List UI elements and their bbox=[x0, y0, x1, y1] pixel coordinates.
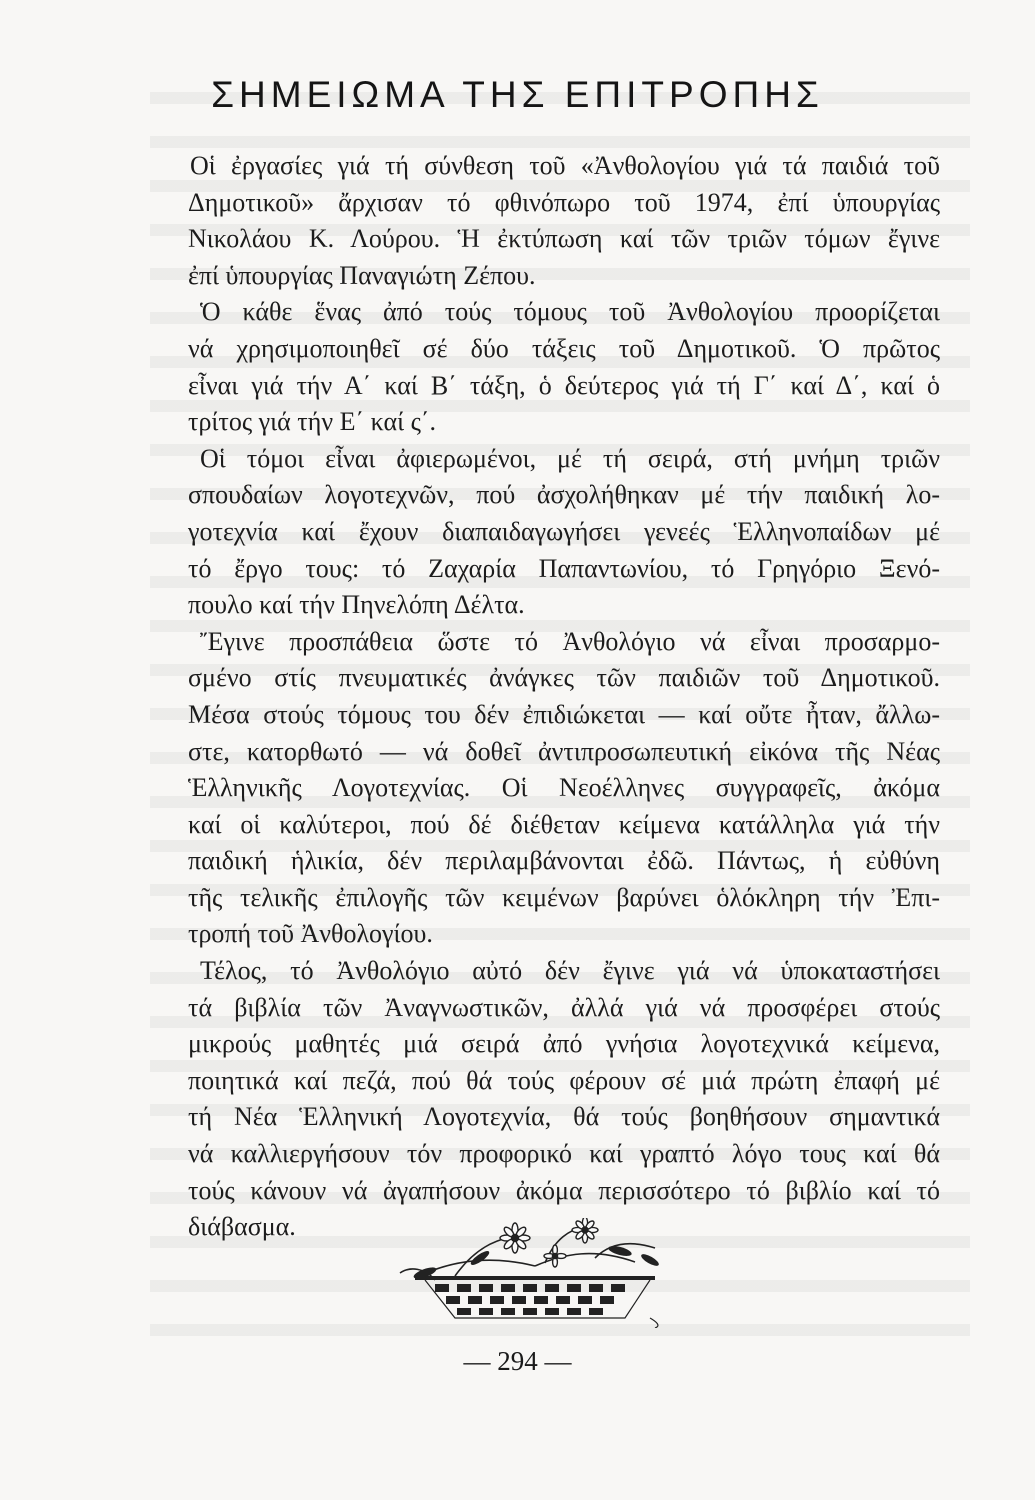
text-line: σπουδαίων λογοτεχνῶν, πού ἀσχολήθηκαν μέ τήν παιδική λο- bbox=[188, 480, 940, 510]
paragraph-1 bbox=[188, 148, 940, 294]
text-line: Ὁ κάθε ἕνας ἀπό τούς τόμους τοῦ Ἀνθολογίου προορίζεται bbox=[200, 297, 940, 327]
page-title: ΣΗΜΕΙΩΜΑ ΤΗΣ ΕΠΙΤΡΟΠΗΣ bbox=[211, 74, 824, 115]
body-text bbox=[188, 148, 940, 1246]
text-line: Οἱ ἐργασίες γιά τή σύνθεση τοῦ «Ἀνθολογίου γιά τά παιδιά τοῦ bbox=[190, 151, 940, 180]
text-line: τροπή τοῦ Ἀνθολογίου. bbox=[188, 919, 433, 949]
text-line: ποιητικά καί πεζά, πού θά τούς φέρουν σέ μιά πρώτη ἐπαφή μέ bbox=[188, 1065, 940, 1095]
text-line: Οἱ τόμοι εἶναι ἀφιερωμένοι, μέ τή σειρά, στή μνήμη τριῶν bbox=[200, 443, 940, 473]
text-line: πουλο καί τήν Πηνελόπη Δέλτα. bbox=[188, 590, 525, 620]
text-line: Νικολάου Κ. Λούρου. Ἡ ἐκτύπωση καί τῶν τριῶν τόμων ἔγινε bbox=[188, 224, 940, 254]
text-line: τό ἔργο τους: τό Ζαχαρία Παπαντωνίου, τό Γρηγόριο Ξενό- bbox=[188, 553, 940, 583]
text-line: Ἔγινε προσπάθεια ὥστε τό Ἀνθολόγιο νά εἶναι προσαρμο- bbox=[200, 626, 940, 656]
flower-basket-icon bbox=[395, 1218, 685, 1328]
paragraph-4 bbox=[188, 624, 940, 953]
text-line: καί οἱ καλύτεροι, πού δέ διέθεταν κείμενα κατάλληλα γιά τήν bbox=[188, 809, 940, 839]
text-line: στε, κατορθωτό — νά δοθεῖ ἀντιπροσωπευτική εἰκόνα τῆς Νέας bbox=[188, 736, 940, 766]
text-line: τρίτος γιά τήν Ε΄ καί ς΄. bbox=[188, 407, 437, 437]
text-line: εἶναι γιά τήν Α΄ καί Β΄ τάξη, ὁ δεύτερος γιά τή Γ΄ καί Δ΄, καί ὁ bbox=[188, 370, 940, 400]
paragraph-3 bbox=[188, 441, 940, 624]
text-line: τῆς τελικῆς ἐπιλογῆς τῶν κειμένων βαρύνει ὁλόκληρη τήν Ἐπι- bbox=[188, 882, 940, 912]
page-number: — 294 — bbox=[463, 1346, 572, 1376]
text-line: τά βιβλία τῶν Ἀναγνωστικῶν, ἀλλά γιά νά προσφέρει στούς bbox=[188, 992, 940, 1022]
text-line: τή Νέα Ἑλληνική Λογοτεχνία, θά τούς βοηθήσουν σημαντικά bbox=[188, 1102, 940, 1132]
text-line: Τέλος, τό Ἀνθολόγιο αὐτό δέν ἔγινε γιά νά ὑποκαταστήσει bbox=[200, 956, 940, 986]
text-line: Δημοτικοῦ» ἄρχισαν τό φθινόπωρο τοῦ 1974, ἐπί ὑπουργίας bbox=[188, 187, 940, 217]
text-line: διάβασμα. bbox=[188, 1212, 296, 1242]
paragraph-2 bbox=[188, 294, 940, 440]
text-line: παιδική ἡλικία, δέν περιλαμβάνονται ἐδῶ. Πάντως, ἡ εὐθύνη bbox=[188, 846, 940, 876]
text-line: γοτεχνία καί ἔχουν διαπαιδαγωγήσει γενεές Ἑλληνοπαίδων μέ bbox=[188, 516, 940, 546]
text-line: νά χρησιμοποιηθεῖ σέ δύο τάξεις τοῦ Δημοτικοῦ. Ὁ πρῶτος bbox=[188, 333, 940, 363]
text-line: νά καλλιεργήσουν τόν προφορικό καί γραπτό λόγο τους καί θά bbox=[188, 1139, 940, 1169]
text-line: ἐπί ὑπουργίας Παναγιώτη Ζέπου. bbox=[188, 260, 536, 290]
text-line: μικρούς μαθητές μιά σειρά ἀπό γνήσια λογοτεχνικά κείμενα, bbox=[188, 1029, 940, 1059]
text-line: Ἑλληνικῆς Λογοτεχνίας. Οἱ Νεοέλληνες συγγραφεῖς, ἀκόμα bbox=[188, 773, 940, 803]
paragraph-5 bbox=[188, 953, 940, 1246]
text-line: Μέσα στούς τόμους του δέν ἐπιδιώκεται — καί οὔτε ἦταν, ἄλλω- bbox=[188, 699, 940, 729]
text-line: σμένο στίς πνευματικές ἀνάγκες τῶν παιδιῶν τοῦ Δημοτικοῦ. bbox=[188, 663, 940, 693]
text-line: τούς κάνουν νά ἀγαπήσουν ἀκόμα περισσότερο τό βιβλίο καί τό bbox=[188, 1175, 940, 1205]
